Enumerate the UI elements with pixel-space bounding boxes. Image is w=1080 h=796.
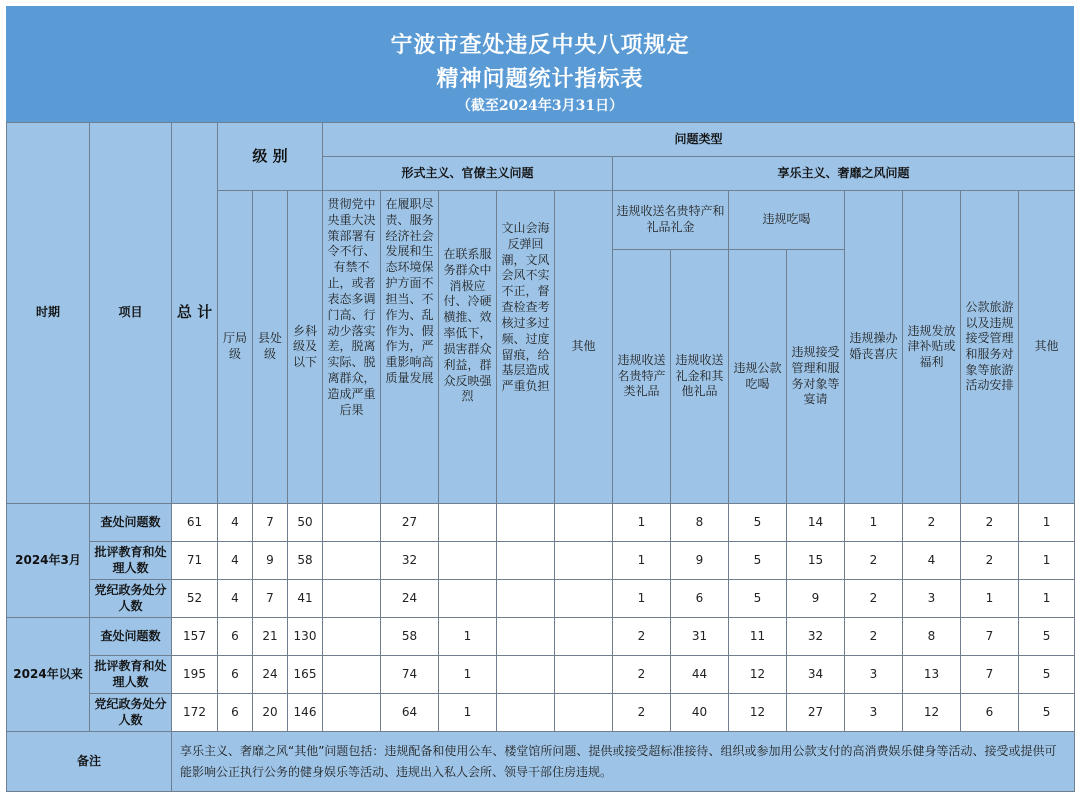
level-group-header: 级 别 (218, 123, 323, 191)
f4-cell (497, 618, 555, 656)
xiang-cell: 58 (288, 542, 323, 580)
f2-cell: 58 (381, 618, 439, 656)
total-cell: 71 (172, 542, 218, 580)
formalism-type-4-header: 文山会海反弹回潮，文风会风不实不正，督查检查考核过多过频、过度留痕，给基层造成严重负担 (497, 191, 555, 504)
xian-cell: 9 (253, 542, 288, 580)
hedonism-other-header: 其他 (1019, 191, 1075, 504)
gift1-cell: 1 (613, 580, 671, 618)
allowance-cell: 2 (903, 504, 961, 542)
travel-cell: 7 (961, 656, 1019, 694)
f1-cell (323, 580, 381, 618)
travel-header: 公款旅游以及违规接受管理和服务对象等旅游活动安排 (961, 191, 1019, 504)
allowance-header: 违规发放津补贴或福利 (903, 191, 961, 504)
table-row (7, 618, 1075, 656)
wedding-cell: 2 (845, 542, 903, 580)
table-row (7, 542, 1075, 580)
statistics-table (6, 122, 1075, 792)
xian-cell: 20 (253, 694, 288, 732)
wedding-cell: 1 (845, 504, 903, 542)
xian-cell: 7 (253, 580, 288, 618)
eat2-cell: 34 (787, 656, 845, 694)
allowance-cell: 12 (903, 694, 961, 732)
f2-cell: 74 (381, 656, 439, 694)
eat2-cell: 14 (787, 504, 845, 542)
gift2-cell: 44 (671, 656, 729, 694)
xian-cell: 21 (253, 618, 288, 656)
f3-cell: 1 (439, 694, 497, 732)
title-banner (6, 6, 1074, 122)
total-column-header: 总 计 (172, 123, 218, 504)
gift1-cell: 2 (613, 656, 671, 694)
item-label: 党纪政务处分人数 (90, 694, 172, 732)
table-row (7, 580, 1075, 618)
f4-cell (497, 504, 555, 542)
wedding-header: 违规操办婚丧喜庆 (845, 191, 903, 504)
eat1-cell: 12 (729, 656, 787, 694)
gift2-cell: 9 (671, 542, 729, 580)
title-line-1: 宁波市查处违反中央八项规定 (390, 32, 690, 58)
title-line-2: 精神问题统计指标表 (436, 66, 644, 92)
ting-cell: 6 (218, 618, 253, 656)
f4-cell (497, 656, 555, 694)
total-cell: 172 (172, 694, 218, 732)
eating-group-header: 违规吃喝 (729, 191, 845, 250)
f3-cell: 1 (439, 656, 497, 694)
other-cell: 1 (1019, 504, 1075, 542)
item-label: 查处问题数 (90, 504, 172, 542)
f5-cell (555, 618, 613, 656)
table-row (7, 694, 1075, 732)
item-label: 批评教育和处理人数 (90, 656, 172, 694)
f2-cell: 27 (381, 504, 439, 542)
hedonism-group-header: 享乐主义、奢靡之风问题 (613, 157, 1075, 191)
gift-type-2-header: 违规收送礼金和其他礼品 (671, 250, 729, 504)
formalism-group-header: 形式主义、官僚主义问题 (323, 157, 613, 191)
f4-cell (497, 542, 555, 580)
other-cell: 1 (1019, 580, 1075, 618)
f3-cell (439, 580, 497, 618)
f1-cell (323, 694, 381, 732)
f2-cell: 24 (381, 580, 439, 618)
other-cell: 5 (1019, 618, 1075, 656)
gift2-cell: 8 (671, 504, 729, 542)
f1-cell (323, 504, 381, 542)
other-cell: 5 (1019, 694, 1075, 732)
ting-cell: 4 (218, 542, 253, 580)
level-xian-header: 县处级 (253, 191, 288, 504)
note-label: 备注 (7, 732, 172, 792)
eat1-cell: 5 (729, 542, 787, 580)
period-column-header: 时期 (7, 123, 90, 504)
ting-cell: 4 (218, 504, 253, 542)
table-row (7, 504, 1075, 542)
f3-cell (439, 542, 497, 580)
level-xiang-header: 乡科级及以下 (288, 191, 323, 504)
allowance-cell: 3 (903, 580, 961, 618)
gift1-cell: 1 (613, 504, 671, 542)
other-cell: 5 (1019, 656, 1075, 694)
ting-cell: 6 (218, 694, 253, 732)
wedding-cell: 3 (845, 656, 903, 694)
travel-cell: 1 (961, 580, 1019, 618)
level-ting-header: 厅局级 (218, 191, 253, 504)
other-cell: 1 (1019, 542, 1075, 580)
gift2-cell: 40 (671, 694, 729, 732)
eat2-cell: 15 (787, 542, 845, 580)
formalism-type-2-header: 在履职尽责、服务经济社会发展和生态环境保护方面不担当、不作为、乱作为、假作为，严重影响高质量发展 (381, 191, 439, 504)
eat1-cell: 5 (729, 580, 787, 618)
f5-cell (555, 504, 613, 542)
item-label: 查处问题数 (90, 618, 172, 656)
f4-cell (497, 580, 555, 618)
eating-type-1-header: 违规公款吃喝 (729, 250, 787, 504)
note-row (7, 732, 1075, 792)
travel-cell: 2 (961, 504, 1019, 542)
allowance-cell: 4 (903, 542, 961, 580)
item-label: 党纪政务处分人数 (90, 580, 172, 618)
xian-cell: 7 (253, 504, 288, 542)
f5-cell (555, 580, 613, 618)
xiang-cell: 165 (288, 656, 323, 694)
period-label: 2024年3月 (7, 504, 90, 618)
f3-cell: 1 (439, 618, 497, 656)
f2-cell: 64 (381, 694, 439, 732)
eat1-cell: 5 (729, 504, 787, 542)
wedding-cell: 3 (845, 694, 903, 732)
total-cell: 52 (172, 580, 218, 618)
date-subtitle: （截至2024年3月31日） (456, 98, 624, 114)
ting-cell: 4 (218, 580, 253, 618)
total-cell: 157 (172, 618, 218, 656)
allowance-cell: 13 (903, 656, 961, 694)
f5-cell (555, 542, 613, 580)
f1-cell (323, 542, 381, 580)
total-cell: 61 (172, 504, 218, 542)
f4-cell (497, 694, 555, 732)
gift-group-header: 违规收送名贵特产和礼品礼金 (613, 191, 729, 250)
item-label: 批评教育和处理人数 (90, 542, 172, 580)
gift-type-1-header: 违规收送名贵特产类礼品 (613, 250, 671, 504)
xiang-cell: 130 (288, 618, 323, 656)
gift2-cell: 31 (671, 618, 729, 656)
wedding-cell: 2 (845, 580, 903, 618)
f1-cell (323, 618, 381, 656)
travel-cell: 7 (961, 618, 1019, 656)
gift1-cell: 2 (613, 694, 671, 732)
xian-cell: 24 (253, 656, 288, 694)
period-label: 2024年以来 (7, 618, 90, 732)
f1-cell (323, 656, 381, 694)
note-text: 享乐主义、奢靡之风“其他”问题包括：违规配备和使用公车、楼堂馆所问题、提供或接受超标准接待、组织或参加用公款支付的高消费娱乐健身等活动、接受或提供可能影响公正执行公务的健身娱乐等活动、违规出入私人会所、领导干部住房违规。 (172, 732, 1075, 792)
gift2-cell: 6 (671, 580, 729, 618)
travel-cell: 2 (961, 542, 1019, 580)
formalism-type-3-header: 在联系服务群众中消极应付、冷硬横推、效率低下，损害群众利益，群众反映强烈 (439, 191, 497, 504)
f2-cell: 32 (381, 542, 439, 580)
formalism-type-1-header: 贯彻党中央重大决策部署有令不行、有禁不止，或者表态多调门高、行动少落实差，脱离实际、脱离群众，造成严重后果 (323, 191, 381, 504)
travel-cell: 6 (961, 694, 1019, 732)
f5-cell (555, 656, 613, 694)
formalism-other-header: 其他 (555, 191, 613, 504)
eat1-cell: 12 (729, 694, 787, 732)
xiang-cell: 41 (288, 580, 323, 618)
gift1-cell: 1 (613, 542, 671, 580)
eat2-cell: 27 (787, 694, 845, 732)
eat2-cell: 32 (787, 618, 845, 656)
eat2-cell: 9 (787, 580, 845, 618)
eat1-cell: 11 (729, 618, 787, 656)
wedding-cell: 2 (845, 618, 903, 656)
eating-type-2-header: 违规接受管理和服务对象等宴请 (787, 250, 845, 504)
gift1-cell: 2 (613, 618, 671, 656)
total-cell: 195 (172, 656, 218, 694)
ting-cell: 6 (218, 656, 253, 694)
allowance-cell: 8 (903, 618, 961, 656)
issue-types-header: 问题类型 (323, 123, 1075, 157)
f3-cell (439, 504, 497, 542)
xiang-cell: 146 (288, 694, 323, 732)
table-row (7, 656, 1075, 694)
f5-cell (555, 694, 613, 732)
item-column-header: 项目 (90, 123, 172, 504)
xiang-cell: 50 (288, 504, 323, 542)
